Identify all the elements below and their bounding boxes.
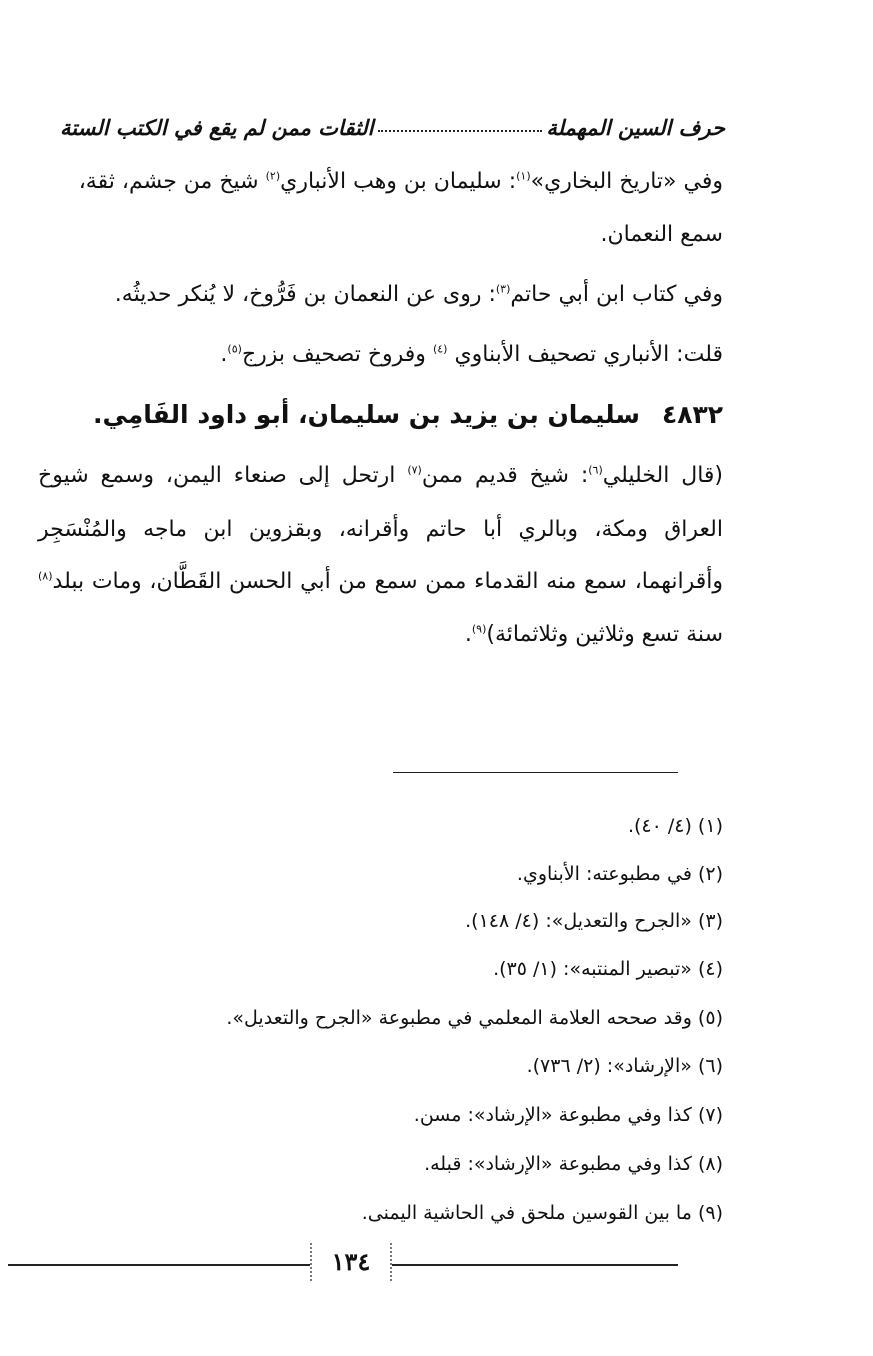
footnote-8: (٨) كذا وفي مطبوعة «الإرشاد»: قبله. bbox=[424, 1153, 723, 1175]
footnote-2: (٢) في مطبوعته: الأبناوي. bbox=[516, 863, 723, 885]
header-chapter-title: حرف السين المهملة bbox=[546, 115, 725, 140]
entry-number: ٤٨٣٢ bbox=[661, 400, 723, 429]
footnote-ref-3[interactable]: (٣) bbox=[495, 282, 511, 296]
footnote-ref-1[interactable]: (١) bbox=[516, 169, 531, 183]
page-number: ١٣٤ bbox=[310, 1243, 392, 1281]
body-line-4: قلت: الأنباري تصحيف الأبناوي $^{(٤)}$ وفروخ تصحيف بزرج$^{(٥)}$. bbox=[220, 342, 723, 367]
footnote-ref-2[interactable]: (٢) bbox=[265, 169, 281, 183]
running-header bbox=[60, 100, 725, 140]
body-line-5: (قال الخليلي$^{(٦)}$: شيخ قديم ممن$^{(٧)}$ ارتحل إلى صنعاء اليمن، وسمع شيوخ bbox=[38, 463, 723, 488]
body-line-1: وفي «تاريخ البخاري»$^{(١)}$: سليمان بن وهب الأنباري$^{(٢)}$ شيخ من جشم، ثقة، bbox=[78, 169, 723, 194]
footnote-ref-8[interactable]: (٨) bbox=[38, 569, 53, 583]
body-line-6: العراق ومكة، وبالري أبا حاتم وأقرانه، وبقزوين ابن ماجه والمُنْسَجِر bbox=[38, 517, 723, 542]
footnote-ref-5[interactable]: (٥) bbox=[227, 342, 242, 356]
entry-name: سليمان بن يزيد بن سليمان، أبو داود الفَامِي. bbox=[93, 400, 640, 429]
body-line-7: وأقرانهما، سمع منه القدماء ممن سمع من أبي الحسن القَطَّان، ومات ببلد$^{(٨)}$ bbox=[38, 569, 723, 594]
header-book-title: الثقات ممن لم يقع في الكتب الستة bbox=[60, 115, 374, 140]
footnote-ref-9[interactable]: (٩) bbox=[471, 622, 487, 636]
footnote-separator bbox=[393, 772, 678, 773]
header-dot-leader bbox=[378, 130, 543, 132]
footnote-6: (٦) «الإرشاد»: (٢/ ٧٣٦). bbox=[526, 1055, 723, 1077]
entry-heading bbox=[93, 399, 723, 431]
footnote-ref-4[interactable]: (٤) bbox=[432, 342, 448, 356]
body-line-3: وفي كتاب ابن أبي حاتم$^{(٣)}$: روى عن النعمان بن فَرُّوخ، لا يُنكر حديثُه. bbox=[114, 282, 723, 307]
footnote-5: (٥) وقد صححه العلامة المعلمي في مطبوعة «الجرح والتعديل». bbox=[226, 1007, 723, 1029]
footnote-ref-7[interactable]: (٧) bbox=[407, 463, 422, 477]
body-line-8: سنة تسع وثلاثين وثلاثمائة)$^{(٩)}$. bbox=[464, 622, 723, 647]
footnote-1: (١) (٤/ ٤٠). bbox=[627, 815, 723, 837]
footnote-9: (٩) ما بين القوسين ملحق في الحاشية اليمنى. bbox=[361, 1202, 723, 1224]
footnote-ref-6[interactable]: (٦) bbox=[588, 463, 603, 477]
footnote-3: (٣) «الجرح والتعديل»: (٤/ ١٤٨). bbox=[465, 910, 723, 932]
body-line-2: سمع النعمان. bbox=[600, 222, 723, 247]
footnote-7: (٧) كذا وفي مطبوعة «الإرشاد»: مسن. bbox=[413, 1104, 723, 1126]
footnote-4: (٤) «تبصير المنتبه»: (١/ ٣٥). bbox=[493, 958, 723, 980]
